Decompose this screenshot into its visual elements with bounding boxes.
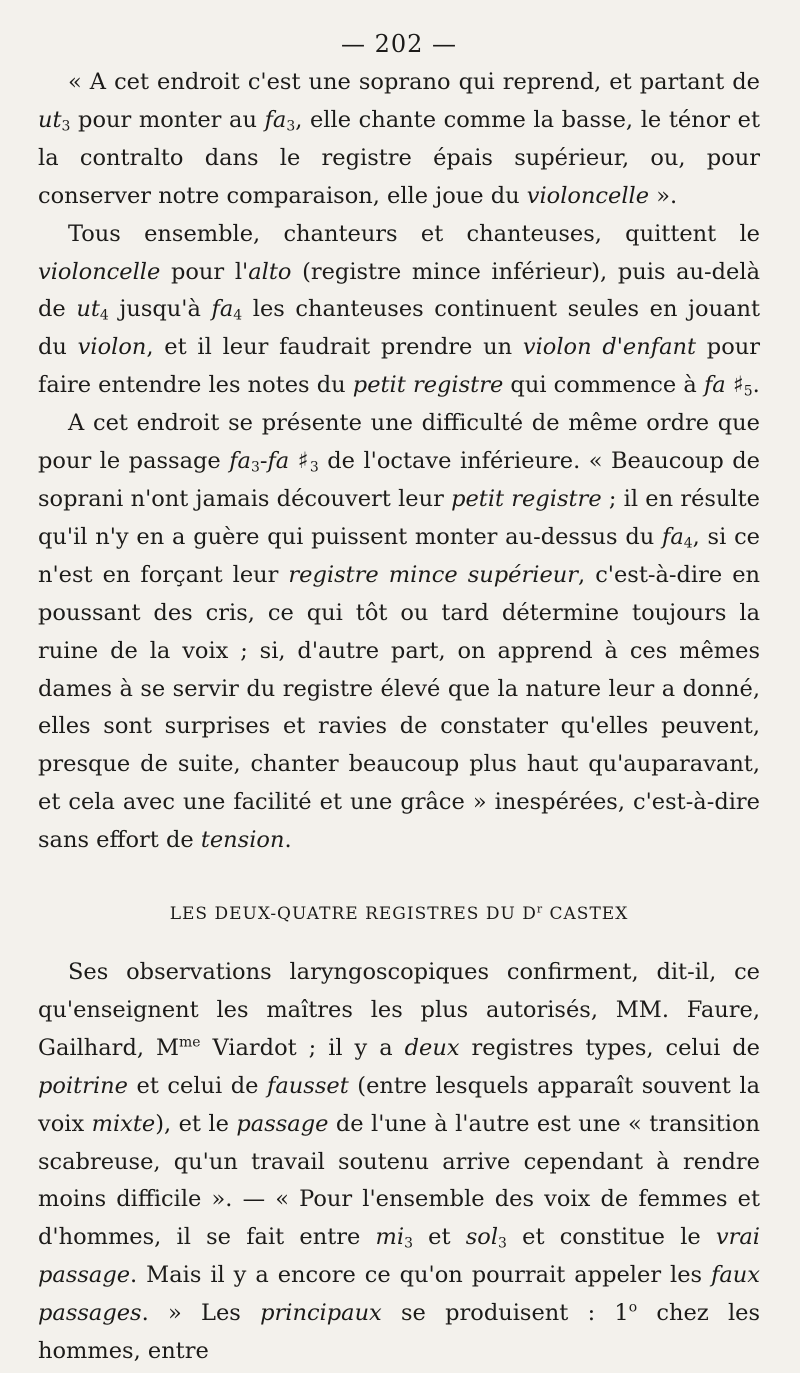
paragraph-2: Tous ensemble, chanteurs et chanteuses, quittent le violoncelle pour l'alto (registre mince inférieur), puis au-delà de $ut_4$ jusqu'à $fa_4$ les chanteuses continuent seules en jouant du violon, et il leur faudrait prendre un violon d'enfant pour faire entendre les notes du petit registre qui commence à fa $♯_5$. xyxy=(38,220,761,400)
paragraph-1: « A cet endroit c'est une soprano qui reprend, et partant de $ut_3$ pour monter au $fa_3$, elle chante comme la basse, le ténor et la contralto dans le registre épais supérieur, ou, pour conserver notre comparaison, elle joue du violoncelle ». xyxy=(38,69,760,209)
section-body-text xyxy=(38,954,760,1371)
paragraph-3: A cet endroit se présente une difficulté de même ordre que pour le passage $fa_3-fa$ $♯_3$ de l'octave inférieure. « Beaucoup de soprani n'ont jamais découvert leur petit registre ; il en résulte qu'il n'y en a guère qui puissent monter au-dessus du $fa_4$, si ce n'est en forçant leur registre mince supérieur, c'est-à-dire en poussant des cris, ce qui tôt ou tard détermine toujours la ruine de la voix ; si, d'autre part, on apprend à ces mêmes dames à se servir du registre élevé que la nature leur a donné, elles sont surprises et ravies de constater qu'elles peuvent, presque de suite, chanter beaucoup plus haut qu'auparavant, et cela avec une facilité et une grâce » inespérées, c'est-à-dire sans effort de tension. xyxy=(38,410,761,854)
page-number: — 202 — xyxy=(340,30,458,58)
paragraph-4: Ses observations laryngoscopiques confirment, dit-il, ce qu'enseignent les maîtres les plus autorisés, MM. Faure, Gailhard, $M^{me}$ Viardot ; il y a deux registres types, celui de poitrine et celui de fausset (entre lesquels apparaît souvent la voix mixte), et le passage de l'une à l'autre est une « transition scabreuse, qu'un travail soutenu arrive cependant à rendre moins difficile ». — « Pour l'ensemble des voix de femmes et d'hommes, il se fait entre $mi_3$ et sol$_3$ et constitue le vrai passage. Mais il y a encore ce qu'on pourrait appeler les faux passages. » Les principaux se produisent : 1$^o$ chez les hommes, entre xyxy=(38,959,761,1365)
body-text xyxy=(38,64,760,860)
section-heading: LES DEUX-QUATRE REGISTRES DU $D^r$ CASTEX xyxy=(169,902,629,925)
